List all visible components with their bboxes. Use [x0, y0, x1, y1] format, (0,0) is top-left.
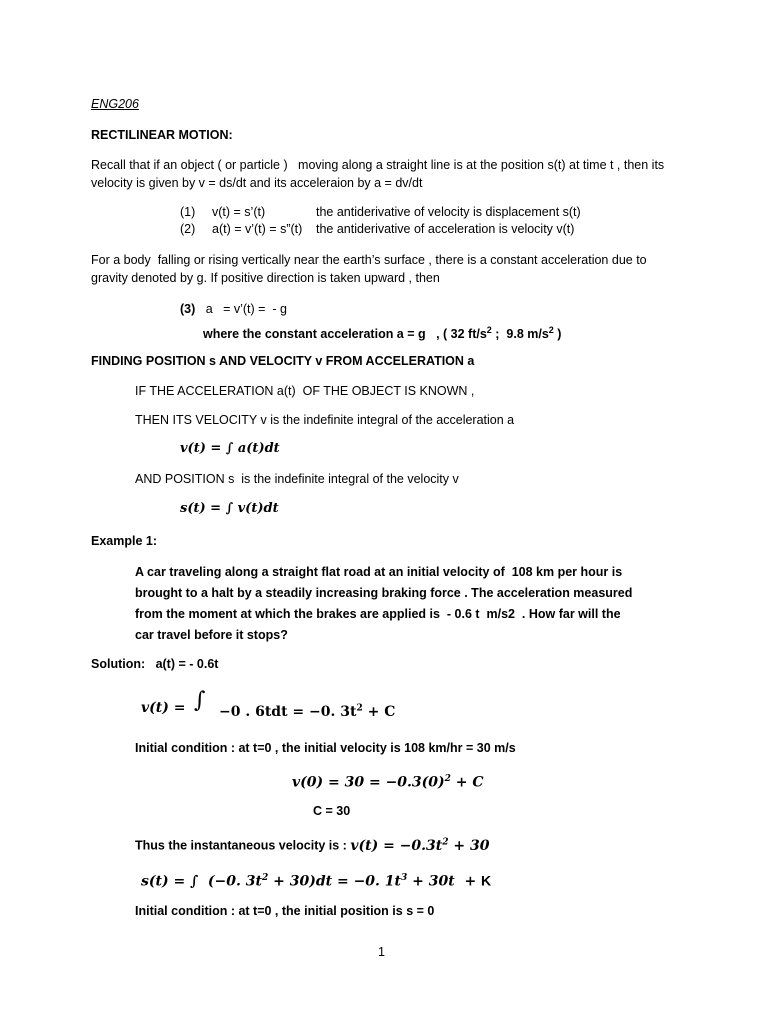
v0-equation: $v(0) = 30 = -0.3(0)^2 + C$	[292, 774, 484, 791]
page-number: 1	[378, 945, 385, 959]
initial-velocity-condition: Initial condition : at t=0 , the initial velocity is 108 km/hr = 30 m/s	[135, 741, 516, 755]
velocity-eq-lhs: v(t) =	[141, 700, 186, 716]
finding-line-2: THEN ITS VELOCITY v is the indefinite integral of the acceleration a	[135, 413, 515, 427]
eq2-number: (2)	[180, 222, 196, 236]
gravity-constant-line: where the constant acceleration a = g , ( 32 $ft/s^2$ ; 9.8 $m/s^2$ )	[203, 325, 562, 342]
example-problem-3: from the moment at which the brakes are applied is - 0.6 t m/s2 . How far will the	[135, 607, 621, 621]
eq3-number: (3) a = v’(t) = - g	[180, 302, 287, 316]
c-value: C = 30	[313, 804, 351, 818]
position-integral: s(t) = ∫ v(t)dt	[180, 501, 279, 516]
finding-line-1: IF THE ACCELERATION a(t) OF THE OBJECT IS KNOWN ,	[135, 384, 475, 398]
intro-line-1: Recall that if an object ( or particle ) moving along a straight line is at the position s(t) at time t , then its	[91, 158, 665, 172]
eq2-formula: a(t) = v’(t) = s”(t)	[212, 222, 303, 236]
falling-line-2: gravity denoted by g. If positive direction is taken upward , then	[91, 271, 440, 285]
velocity-eq-rhs: −0 . 6tdt = −0. $3t^2 + C$	[219, 703, 396, 720]
integral-sign: ∫	[194, 688, 206, 713]
eq1-description: the antiderivative of velocity is displacement s(t)	[316, 205, 581, 219]
velocity-integral: v(t) = ∫ a(t)dt	[180, 441, 280, 456]
solution-line: Solution: a(t) = - 0.6t	[91, 657, 219, 671]
falling-line-1: For a body falling or rising vertically near the earth’s surface , there is a constant acceleration due to	[91, 253, 647, 267]
eq1-number: (1)	[180, 205, 196, 219]
intro-line-2: velocity is given by v = ds/dt and its acceleraion by a = dv/dt	[91, 176, 423, 190]
example-problem-1: A car traveling along a straight flat road at an initial velocity of 108 km per hour is	[135, 565, 623, 579]
section-title: RECTILINEAR MOTION:	[91, 128, 233, 142]
finding-line-3: AND POSITION s is the indefinite integral of the velocity v	[135, 472, 459, 486]
example-problem-2: brought to a halt by a steadily increasing braking force . The acceleration measured	[135, 586, 633, 600]
example-problem-4: car travel before it stops?	[135, 628, 288, 642]
eq2-description: the antiderivative of acceleration is velocity v(t)	[316, 222, 575, 236]
finding-heading: FINDING POSITION s AND VELOCITY v FROM ACCELERATION a	[91, 354, 475, 368]
initial-position-condition: Initial condition : at t=0 , the initial position is s = 0	[135, 904, 435, 918]
instantaneous-velocity: Thus the instantaneous velocity is : $v(t) = -0.3t^2 + 30$	[135, 837, 490, 854]
eq1-formula: v(t) = s’(t)	[212, 205, 266, 219]
course-code: ENG206	[91, 97, 139, 111]
position-equation: s(t) = ∫ (−0. $3t^2 + 30)dt = -0$. $1t^3 + 30t + K$	[141, 872, 492, 890]
example-heading: Example 1:	[91, 534, 158, 548]
